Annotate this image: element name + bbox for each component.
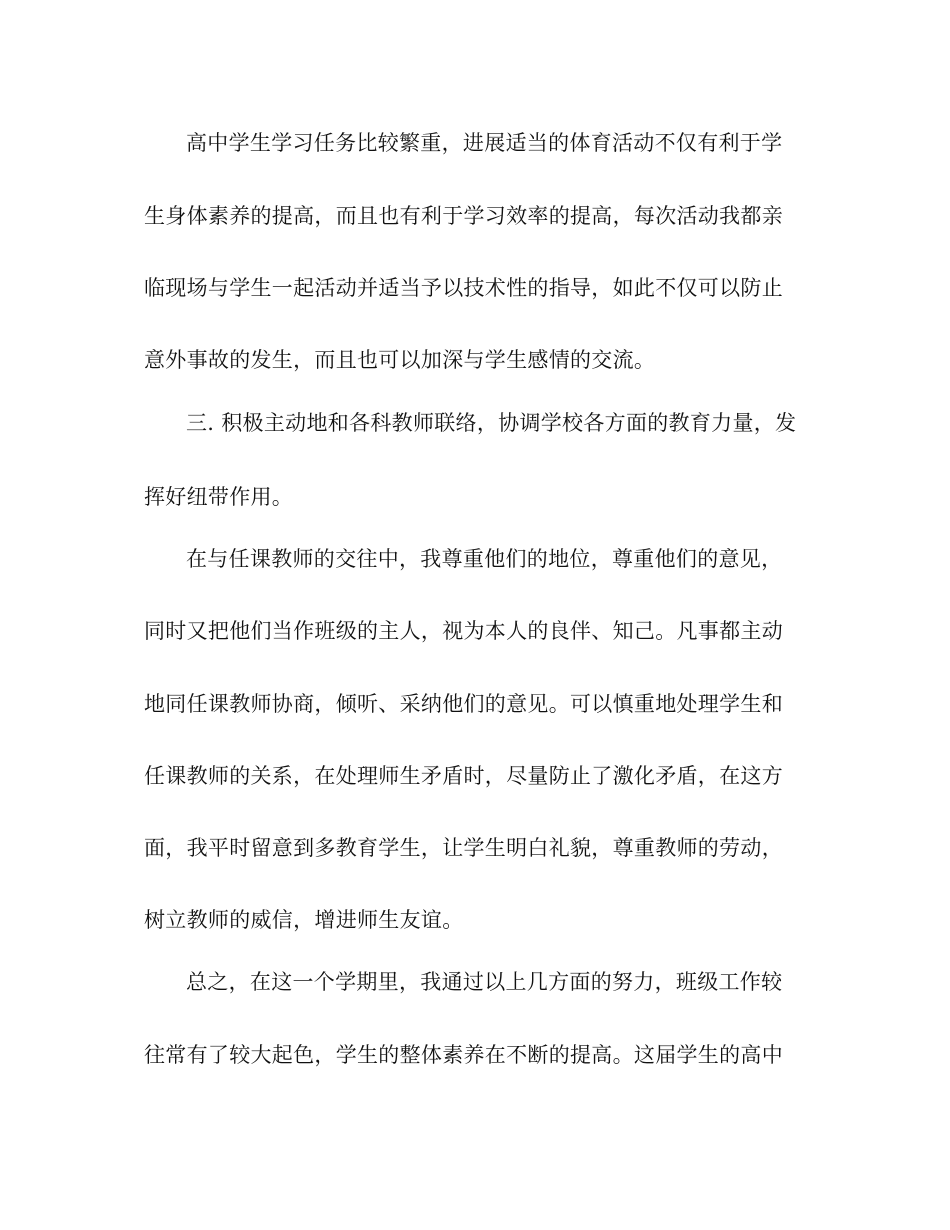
paragraph-1-line-2: 生身体素养的提高，而且也有利于学习效率的提高，每次活动我都亲 [144,204,783,228]
section-heading-line-1: 三. 积极主动地和各科教师联络，协调学校各方面的教育力量，发 [186,411,797,435]
paragraph-2-line-4: 任课教师的关系，在处理师生矛盾时，尽量防止了激化矛盾，在这方 [144,764,783,788]
section-heading-line-2: 挥好纽带作用。 [144,485,294,509]
paragraph-1-line-1: 高中学生学习任务比较繁重，进展适当的体育活动不仅有利于学 [186,131,783,155]
paragraph-2-line-3: 地同任课教师协商，倾听、采纳他们的意见。可以慎重地处理学生和 [144,692,783,716]
paragraph-1-line-4: 意外事故的发生，而且也可以加深与学生感情的交流。 [144,348,656,372]
paragraph-2-line-1: 在与任课教师的交往中，我尊重他们的地位，尊重他们的意见， [186,547,783,571]
paragraph-1-line-3: 临现场与学生一起活动并适当予以技术性的指导，如此不仅可以防止 [144,276,783,300]
paragraph-2-line-6: 树立教师的威信，增进师生友谊。 [144,908,464,932]
paragraph-2-line-2: 同时又把他们当作班级的主人，视为本人的良伴、知己。凡事都主动 [144,619,783,643]
paragraph-3-line-1: 总之，在这一个学期里，我通过以上几方面的努力，班级工作较 [186,970,783,994]
paragraph-2-line-5: 面，我平时留意到多教育学生，让学生明白礼貌，尊重教师的劳动， [144,836,783,860]
paragraph-3-line-2: 往常有了较大起色，学生的整体素养在不断的提高。这届学生的高中 [144,1043,783,1067]
